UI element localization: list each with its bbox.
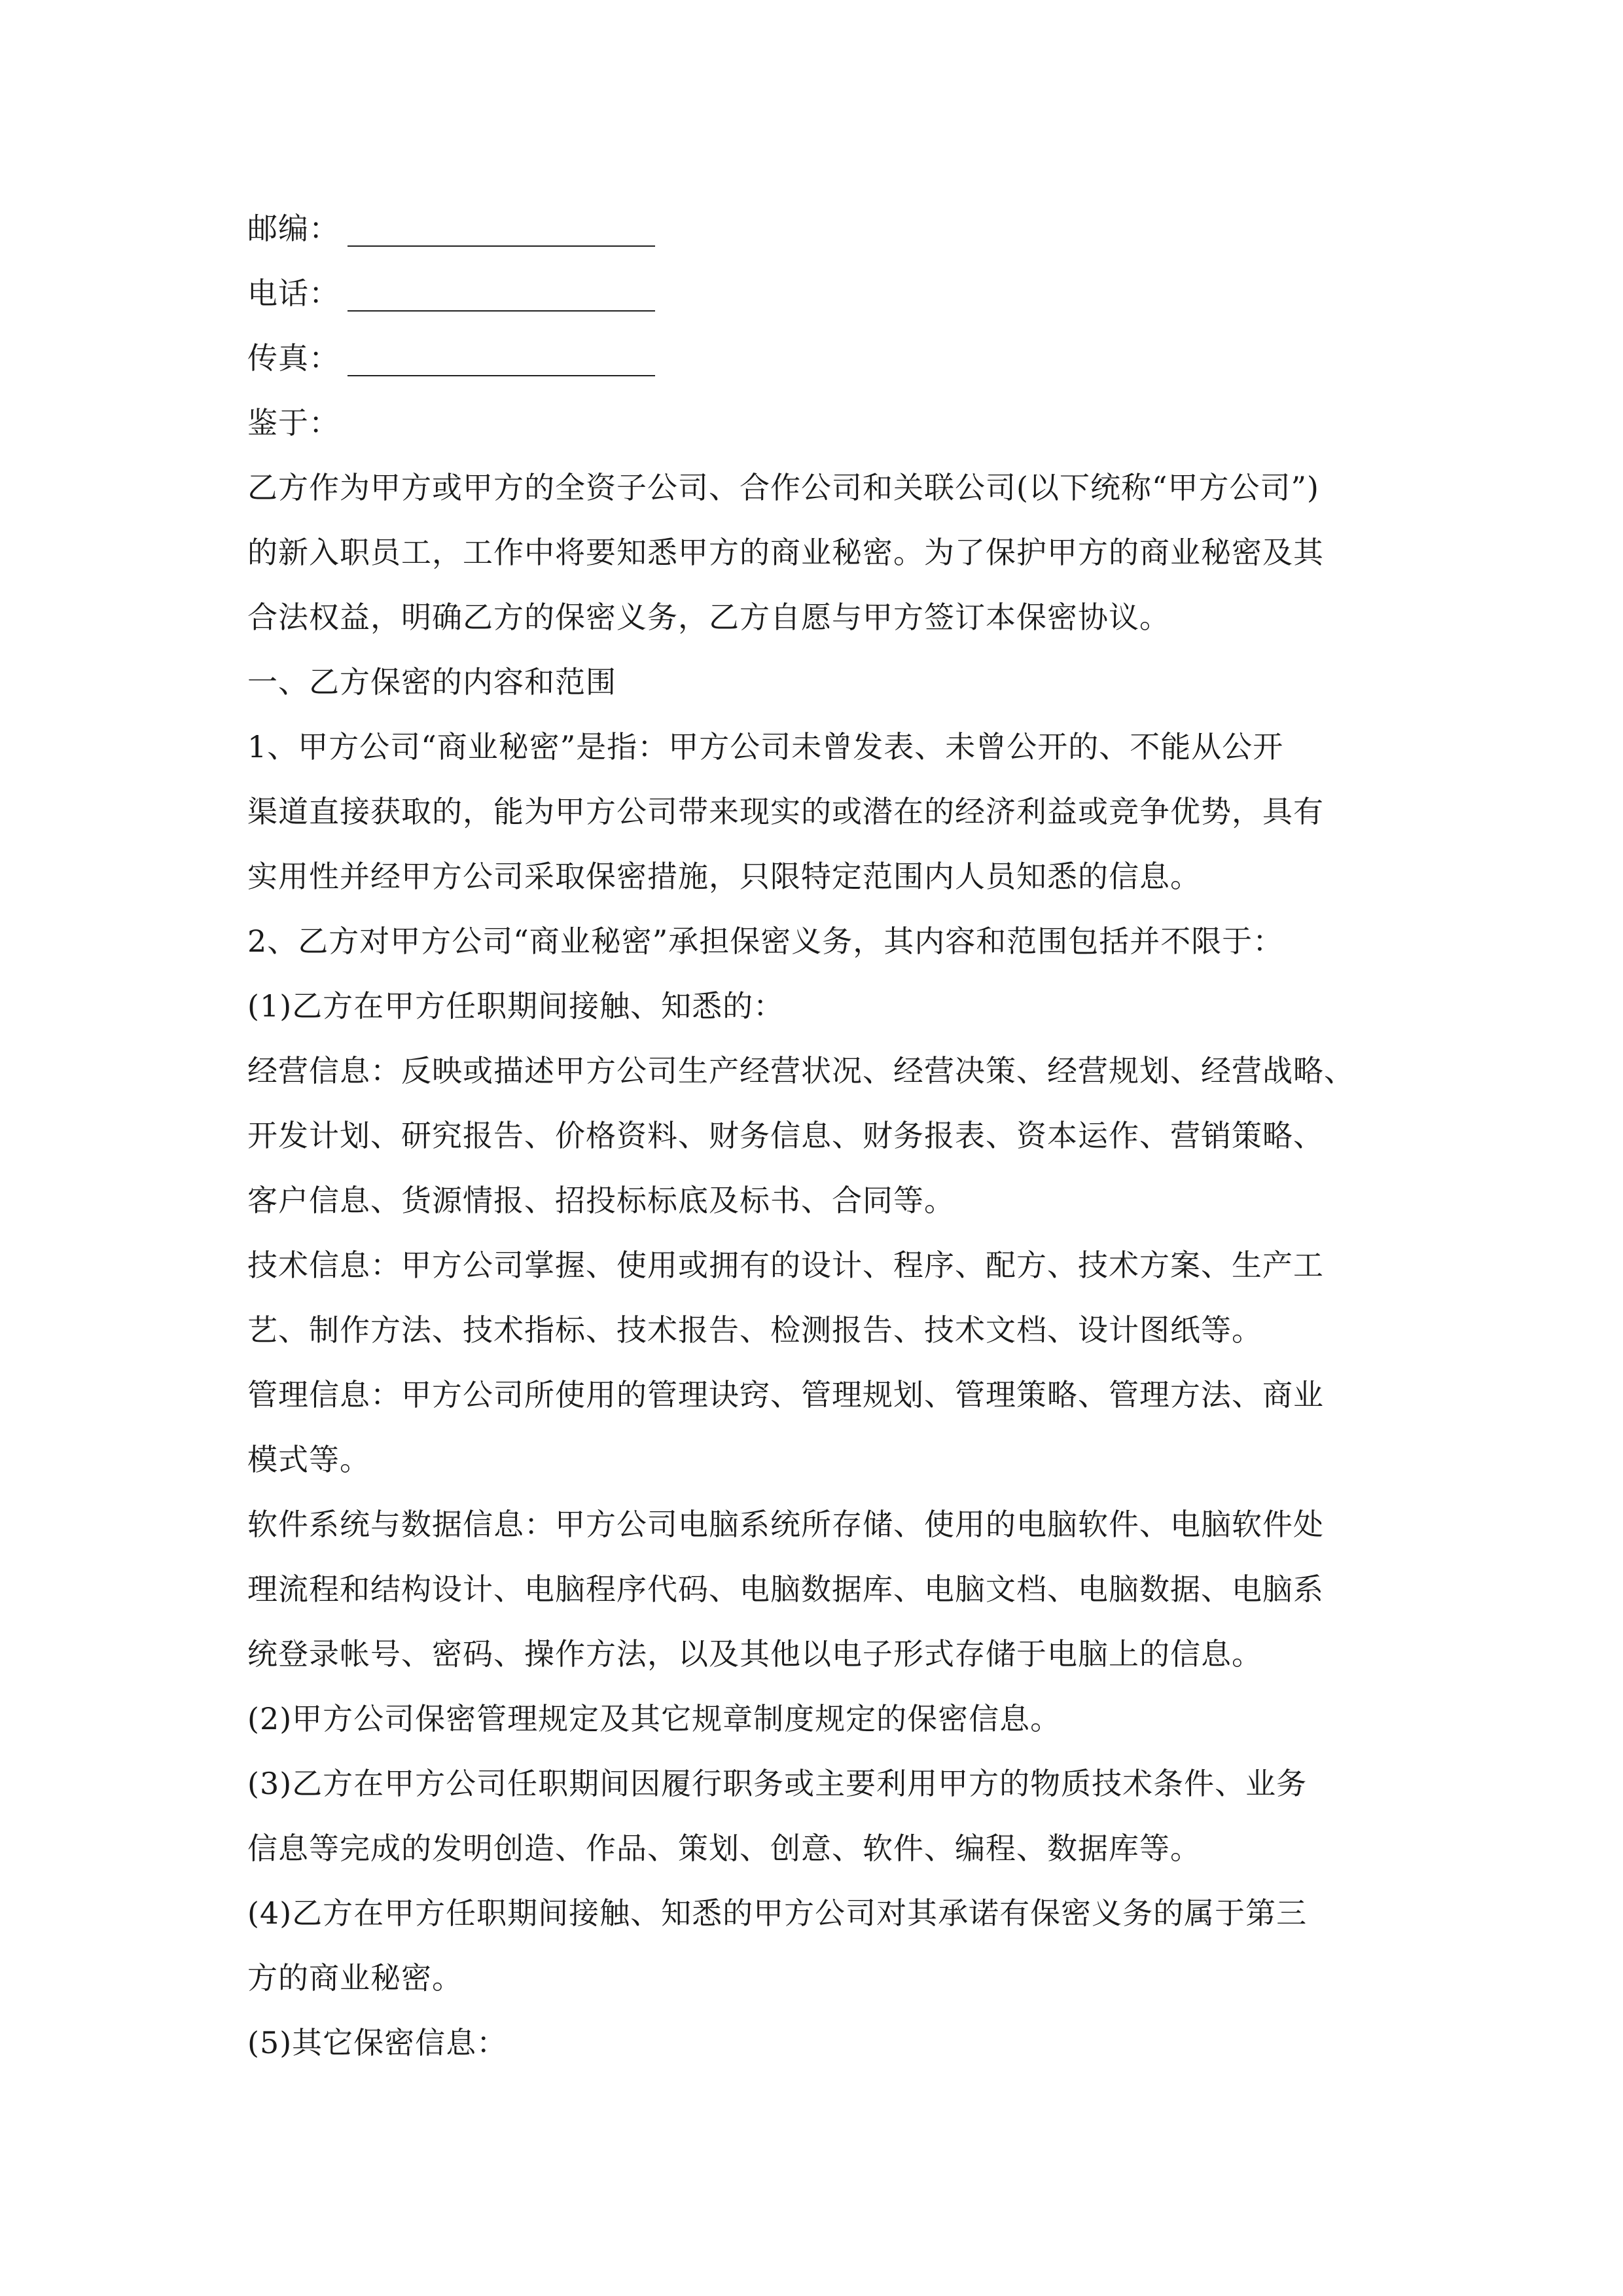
postcode-blank[interactable] xyxy=(348,219,655,247)
text-line: 1、甲方公司“商业秘密”是指：甲方公司未曾发表、未曾公开的、不能从公开 xyxy=(247,729,1284,764)
phone-row xyxy=(247,261,1419,326)
postcode-label: 邮编： xyxy=(247,211,340,246)
postcode-row xyxy=(247,196,1419,261)
text-line: (1)乙方在甲方任职期间接触、知悉的： xyxy=(247,988,785,1024)
text-line: (3)乙方在甲方公司任职期间因履行职务或主要利用甲方的物质技术条件、业务 xyxy=(247,1766,1308,1801)
text-line: 管理信息：甲方公司所使用的管理诀窍、管理规划、管理策略、管理方法、商业 xyxy=(247,1377,1324,1412)
text-line: 软件系统与数据信息：甲方公司电脑系统所存储、使用的电脑软件、电脑软件处 xyxy=(247,1507,1324,1542)
text-line: 2、乙方对甲方公司“商业秘密”承担保密义务，其内容和范围包括并不限于： xyxy=(247,924,1284,959)
text-line: 方的商业秘密。 xyxy=(247,1960,463,1996)
text-line: 经营信息：反映或描述甲方公司生产经营状况、经营决策、经营规划、经营战略、 xyxy=(247,1053,1355,1088)
text-line: (4)乙方在甲方任职期间接触、知悉的甲方公司对其承诺有保密义务的属于第三 xyxy=(247,1895,1308,1931)
text-line: 开发计划、研究报告、价格资料、财务信息、财务报表、资本运作、营销策略、 xyxy=(247,1118,1324,1153)
phone-blank[interactable] xyxy=(348,284,655,312)
text-line: 技术信息：甲方公司掌握、使用或拥有的设计、程序、配方、技术方案、生产工 xyxy=(247,1247,1324,1283)
text-line: (2)甲方公司保密管理规定及其它规章制度规定的保密信息。 xyxy=(247,1701,1061,1736)
fax-row xyxy=(247,326,1419,391)
text-line: 渠道直接获取的，能为甲方公司带来现实的或潜在的经济利益或竞争优势，具有 xyxy=(247,794,1324,829)
text-line: 客户信息、货源情报、招投标标底及标书、合同等。 xyxy=(247,1183,955,1218)
fax-blank[interactable] xyxy=(348,349,655,376)
text-line: 合法权益，明确乙方的保密义务，乙方自愿与甲方签订本保密协议。 xyxy=(247,600,1170,635)
whereas-heading: 鉴于： xyxy=(247,405,340,440)
text-line: 统登录帐号、密码、操作方法，以及其他以电子形式存储于电脑上的信息。 xyxy=(247,1636,1262,1672)
section-heading: 一、乙方保密的内容和范围 xyxy=(247,664,616,700)
text-line: 信息等完成的发明创造、作品、策划、创意、软件、编程、数据库等。 xyxy=(247,1831,1201,1866)
text-line: 的新入职员工，工作中将要知悉甲方的商业秘密。为了保护甲方的商业秘密及其 xyxy=(247,535,1324,570)
text-line: 理流程和结构设计、电脑程序代码、电脑数据库、电脑文档、电脑数据、电脑系 xyxy=(247,1571,1324,1607)
document-page xyxy=(247,196,1419,2075)
text-line: 模式等。 xyxy=(247,1442,370,1477)
phone-label: 电话： xyxy=(247,276,340,311)
text-line: (5)其它保密信息： xyxy=(247,2025,508,2060)
fax-label: 传真： xyxy=(247,340,340,376)
text-line: 艺、制作方法、技术指标、技术报告、检测报告、技术文档、设计图纸等。 xyxy=(247,1312,1262,1348)
text-line: 实用性并经甲方公司采取保密措施，只限特定范围内人员知悉的信息。 xyxy=(247,859,1201,894)
text-line: 乙方作为甲方或甲方的全资子公司、合作公司和关联公司(以下统称“甲方公司”) xyxy=(247,470,1319,505)
